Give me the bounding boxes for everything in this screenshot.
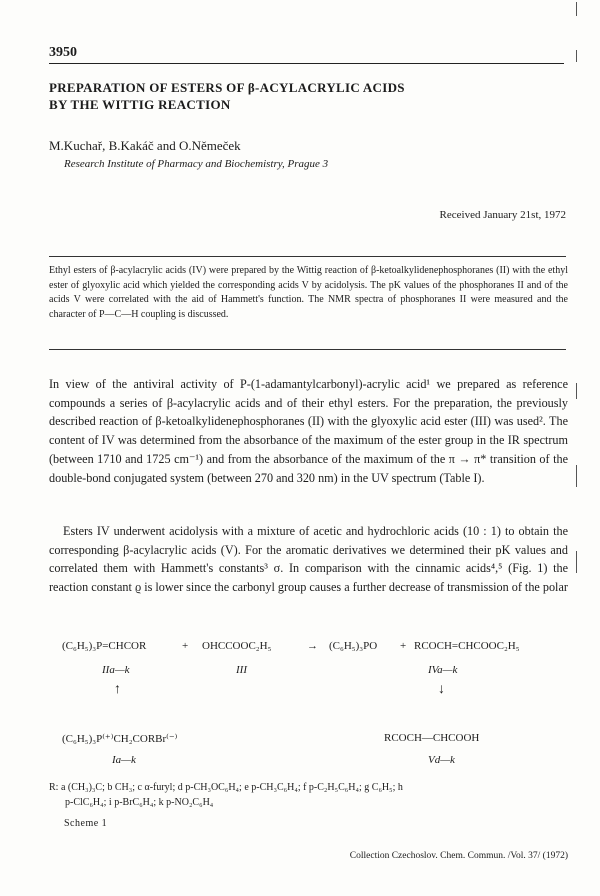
scheme-caption: Scheme 1 — [64, 818, 108, 829]
scheme-legend — [49, 780, 568, 810]
authors: M.Kuchař, B.Kakáč and O.Němeček — [49, 138, 241, 153]
affiliation: Research Institute of Pharmacy and Biochemistry, Prague 3 — [64, 158, 329, 170]
plus-sign: + — [182, 640, 189, 652]
arrow-up-icon: ↑ — [114, 682, 121, 697]
reactant-glyoxylate: OHCCOOC₂H₅ — [202, 640, 272, 652]
compound-label: Vd—k — [428, 754, 455, 766]
abstract: Ethyl esters of β-acylacrylic acids (IV) were prepared by the Wittig reaction of β-ketoalkylidenephosphoranes (II) with the ethyl ester of glyoxylic acid which yielded the corresponding acids V by acidolysis. The pK values of the phosphoranes II and of the acids V were correlated with the aid of Hammett's function. The NMR spectra of phosphoranes II were measured and the character of P—C—H coupling is discussed. — [49, 265, 568, 320]
product-phosphine-oxide: (C₆H₅)₃PO — [329, 640, 378, 652]
margin-mark — [576, 465, 577, 487]
abstract-bottom-rule — [49, 349, 566, 350]
body-paragraph: Esters IV underwent acidolysis with a mixture of acetic and hydrochloric acids (10 : 1) to obtain the corresponding β-acylacrylic acids (V). For the aromatic derivatives we determined their pK values and correlated them with Hammett's constants³ σ. In comparison with the cinnamic acids⁴,⁵ (Fig. 1) the reaction constant ϱ is lower since the carbonyl group causes a further decrease of transmission of the polar — [49, 524, 568, 595]
title-line: PREPARATION OF ESTERS OF β-ACYLACRYLIC ACIDS — [49, 80, 405, 95]
body-paragraph: In view of the antiviral activity of P-(1-adamantylcarbonyl)-acrylic acid¹ we prepared as reference compounds a series of β-acylacrylic acids and of their ethyl esters. For the preparation, the previously described reaction of β-ketoalkylidenephosphoranes (II) with the glyoxylic acid ester (III) was used². The content of IV was determined from the absorbance of the maximum of the ester group in the IR spectrum (between 1710 and 1725 cm⁻¹) and from the absorbance of the maximum of the π → π* transition of the double-bond conjugated system (between 270 and 320 nm) in the UV spectrum (Table I). — [49, 377, 568, 485]
compound-label: III — [236, 664, 247, 676]
compound-label: Ia—k — [112, 754, 136, 766]
abstract-top-rule — [49, 256, 566, 257]
margin-mark — [576, 2, 577, 16]
legend-line: R: a (CH₃)₃C; b CH₃; c α-furyl; d p-CH₃OC₆H₄; e p-CH₃C₆H₄; f p-C₂H₅C₆H₄; g C₆H₅; h — [49, 782, 403, 793]
margin-mark — [576, 551, 577, 573]
margin-mark — [576, 383, 577, 399]
legend-line: p-ClC₆H₄; i p-BrC₆H₄; k p-NO₂C₆H₄ — [65, 797, 214, 808]
article-title — [49, 79, 405, 113]
journal-citation: Collection Czechoslov. Chem. Commun. /Vol. 37/ (1972) — [349, 851, 568, 861]
received-date: Received January 21st, 1972 — [439, 209, 566, 221]
page-number: 3950 — [49, 45, 77, 60]
reaction-arrow-icon: → — [307, 640, 318, 652]
phosphonium-salt: (C₆H₅)₃P⁽⁺⁾CH₂CORBr⁽⁻⁾ — [62, 733, 178, 745]
header-rule — [49, 63, 564, 64]
title-line: BY THE WITTIG REACTION — [49, 97, 231, 112]
reactant-phosphorane: (C₆H₅)₃P=CHCOR — [62, 640, 147, 652]
margin-mark — [576, 50, 577, 62]
acylacrylic-acid: RCOCH—CHCOOH — [384, 732, 480, 744]
plus-sign: + — [400, 640, 407, 652]
compound-label: IIa—k — [102, 664, 130, 676]
arrow-down-icon: ↓ — [438, 682, 445, 697]
product-ester: RCOCH=CHCOOC₂H₅ — [414, 640, 520, 652]
compound-label: IVa—k — [428, 664, 458, 676]
